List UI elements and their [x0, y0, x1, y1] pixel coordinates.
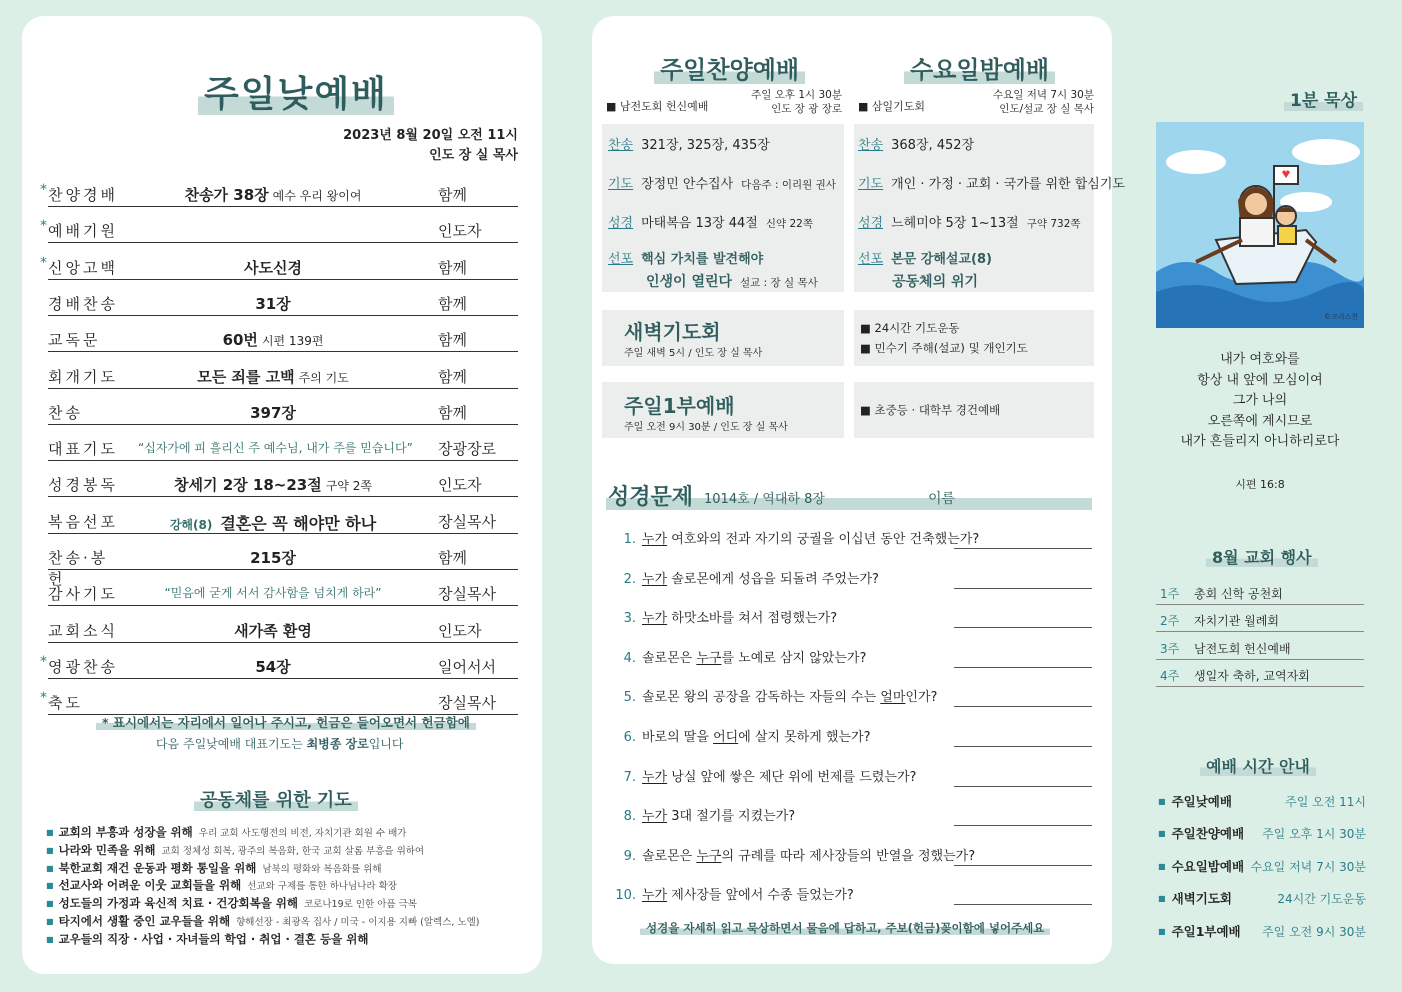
order-item-text: 60번	[222, 331, 258, 350]
row-extra: 신약 22쪽	[765, 218, 813, 230]
question-keyword: 어디	[713, 730, 739, 745]
order-item-leader: 함께	[438, 186, 467, 204]
row-label: 찬송	[608, 138, 634, 153]
row-extra: 다음주 : 이리원 권사	[741, 179, 836, 191]
order-item-leader: 인도자	[438, 222, 482, 241]
order-item-leader: 함께	[438, 331, 467, 350]
dawn-item: ■ 민수기 주해(설교) 및 개인기도	[860, 341, 1028, 355]
row-text: 321장, 325장, 435장	[641, 138, 770, 153]
question-keyword: 누가	[642, 769, 668, 785]
required-standing-mark: *	[40, 254, 47, 271]
prayer-sub: 선교와 구제를 통한 하나님나라 확장	[247, 881, 397, 893]
quiz-question	[614, 884, 854, 903]
page-title: 주일낮예배	[198, 66, 394, 117]
row-text: 느헤미야 5장 1~13절	[891, 216, 1019, 231]
prayer-sub: 코로나19로 인한 아픔 극복	[304, 899, 417, 911]
order-item-prefix: 강해(8)	[169, 517, 213, 532]
order-item-content	[138, 438, 413, 456]
praise-title: 주일찬양예배	[654, 50, 805, 85]
time-row	[1158, 922, 1366, 940]
answer-line[interactable]	[954, 786, 1092, 787]
question-pre: 솔로몬은	[642, 848, 697, 864]
order-item-leader: 장광장로	[438, 440, 496, 459]
order-item-content	[138, 402, 408, 423]
question-post: 여호와의 전과 자기의 궁궐을 이십년 동안 건축했는가?	[667, 532, 980, 547]
order-item-name: 성경봉독	[48, 476, 118, 495]
order-row	[40, 182, 518, 207]
question-post: 인가?	[905, 690, 938, 706]
question-pre: 솔로몬은	[642, 650, 697, 666]
verse-ref: 시편 16:8	[1235, 478, 1285, 491]
prayer-item	[46, 913, 480, 929]
time-row	[1158, 824, 1366, 842]
order-item-text: “믿음에 굳게 서서 감사함을 넘치게 하라”	[164, 586, 382, 601]
question-keyword: 누가	[642, 611, 668, 627]
dawn-title: 새벽기도회	[624, 320, 721, 344]
wed-group: ■ 삼일기도회	[858, 100, 926, 113]
required-standing-mark: *	[40, 653, 47, 670]
order-item-text: 결혼은 꼭 해야만 하나	[220, 513, 377, 533]
quiz-sub: 1014호 / 역대하 8장	[704, 492, 825, 507]
next-prayer-notice: 다음 주일낮예배 대표기도는 최병종 장로입니다	[156, 737, 404, 751]
prayer-main: 나라와 민족을 위해	[58, 842, 156, 857]
prayer-main: 타지에서 생활 중인 교우들을 위해	[58, 914, 231, 928]
event-row	[1156, 580, 1364, 605]
prayer-sub: 향해선장 - 최광옥 집사 / 미국 - 이지용 지빠 (알렉스, 노엘)	[236, 917, 480, 928]
first-items-box	[854, 382, 1094, 438]
order-item-name: 축도	[48, 694, 83, 713]
verse-line: 그가 나의	[1232, 393, 1288, 408]
question-post: 에 살지 못하게 했는가?	[738, 730, 871, 745]
meditation-illustration	[1156, 122, 1364, 328]
question-post: 를 노예로 삼지 않았는가?	[721, 650, 867, 666]
time-name: 주일찬양예배	[1171, 826, 1245, 842]
required-standing-mark: *	[40, 218, 47, 235]
order-row	[48, 472, 518, 497]
order-row	[48, 291, 518, 316]
verse-line: 항상 내 앞에 모심이여	[1197, 372, 1323, 388]
order-item-name: 신앙고백	[48, 258, 118, 277]
order-row	[40, 690, 518, 715]
order-item-text: “십자가에 피 흘리신 주 예수님, 내가 주를 믿습니다”	[138, 441, 413, 456]
prayer-item	[46, 842, 424, 858]
row-label: 성경	[608, 216, 634, 231]
first-sub: 주일 오전 9시 30분 / 인도 장 실 목사	[624, 422, 788, 433]
answer-line[interactable]	[954, 865, 1092, 866]
quiz-question	[614, 845, 975, 864]
prayer-sub: 우리 교회 사도행전의 비전, 자치기관 회원 수 배가	[198, 828, 407, 839]
question-post: 제사장들 앞에서 수종 들었는가?	[667, 888, 854, 904]
time-name: 수요일밤예배	[1171, 858, 1245, 874]
order-item-leader: 함께	[438, 258, 467, 277]
answer-line[interactable]	[954, 548, 1092, 549]
question-number: 9.	[623, 848, 636, 864]
order-item-content	[138, 511, 408, 534]
prayer-sub: 남북의 평화와 복음화를 위해	[262, 863, 382, 875]
order-item-name: 교회소식	[48, 621, 118, 640]
quiz-question	[614, 766, 916, 785]
order-item-leader: 함께	[438, 549, 467, 567]
time-name: 주일낮예배	[1171, 794, 1232, 809]
row-text: 마태복음 13장 44절	[641, 216, 758, 231]
row-text: 368장, 452장	[891, 138, 975, 153]
time-row	[1158, 792, 1366, 810]
question-number: 1.	[623, 532, 636, 547]
event-week: 4주	[1160, 669, 1180, 684]
question-post: 솔로몬에게 성읍을 되돌려 주었는가?	[667, 571, 879, 587]
service-leader: 인도 장 실 목사	[429, 148, 518, 163]
time-value: 24시간 기도운동	[1277, 892, 1366, 907]
question-number: 4.	[623, 650, 636, 666]
question-post: 낭실 앞에 쌓은 제단 위에 번제를 드렸는가?	[667, 769, 917, 785]
order-item-sub: 시편 139편	[261, 334, 324, 349]
order-item-leader: 함께	[438, 403, 467, 422]
order-item-name: 대표기도	[48, 440, 118, 459]
meditation-title: 1분 묵상	[1284, 86, 1363, 111]
question-keyword: 얼마	[880, 690, 906, 706]
quiz-question	[614, 686, 937, 705]
prayer-main: 교회의 부흥과 성장을 위해	[58, 825, 193, 839]
dawn-sub: 주일 새벽 5시 / 인도 장 실 목사	[624, 348, 763, 359]
first-title: 주일1부예배	[624, 394, 735, 418]
first-box	[602, 382, 844, 438]
order-item-content	[138, 656, 408, 677]
dawn-item: ■ 24시간 기도운동	[860, 321, 960, 335]
service-row-2	[892, 271, 978, 291]
order-item-name: 영광찬송	[48, 657, 118, 676]
order-item-sub: 주의 기도	[298, 370, 349, 385]
event-week: 3주	[1160, 641, 1180, 656]
question-keyword: 누가	[642, 532, 668, 547]
dawn-box	[602, 310, 844, 366]
order-item-text: 창세기 2장 18~23절	[174, 476, 322, 495]
event-text: 남전도회 헌신예배	[1194, 641, 1291, 656]
order-row	[40, 218, 518, 243]
row-text2: 공동체의 위기	[892, 274, 979, 290]
row-text: 본문 강해설교(8)	[891, 252, 992, 267]
quiz-title: 성경문제	[608, 485, 694, 510]
order-item-text: 새가족 환영	[234, 621, 312, 640]
praise-group: ■ 남전도회 헌신예배	[606, 100, 709, 113]
question-number: 3.	[623, 611, 636, 627]
service-row	[608, 173, 844, 192]
order-item-sub: 구약 2쪽	[325, 479, 372, 494]
order-item-content	[138, 366, 408, 387]
order-row	[40, 653, 518, 679]
order-row	[48, 509, 518, 534]
quiz-question	[614, 607, 837, 626]
prayer-main: 성도들의 가정과 육신적 치료 · 건강회복을 위해	[58, 896, 299, 911]
quiz-question	[614, 647, 866, 666]
row-label: 기도	[858, 177, 884, 192]
order-item-text: 모든 죄를 고백	[197, 367, 295, 386]
event-row	[1156, 662, 1364, 687]
order-item-leader: 함께	[438, 294, 467, 313]
order-of-worship-panel	[22, 16, 542, 974]
order-item-name: 회개기도	[48, 367, 118, 386]
order-item-name: 찬송	[48, 403, 83, 422]
dawn-items-box	[854, 310, 1094, 366]
event-week: 1주	[1160, 587, 1180, 601]
event-row	[1156, 635, 1364, 660]
prayer-item	[46, 824, 406, 840]
order-row	[48, 327, 518, 352]
wed-info: 수요일 저녁 7시 30분 인도/설교 장 실 목사	[992, 89, 1094, 115]
order-item-name: 찬송·봉헌	[48, 549, 109, 588]
order-row	[48, 581, 518, 606]
order-row	[48, 618, 518, 643]
event-text: 생일자 축하, 교역자회	[1194, 669, 1310, 684]
row-label: 선포	[608, 252, 634, 267]
quiz-question	[614, 805, 795, 824]
service-row	[608, 248, 844, 267]
order-row	[48, 436, 518, 461]
order-item-leader: 일어서서	[438, 657, 496, 676]
question-post: 3대 절기를 지켰는가?	[667, 809, 796, 825]
event-text: 총회 신학 공천회	[1194, 587, 1283, 601]
standing-notice: * 표시에서는 자리에서 일어나 주시고, 헌금은 들어오면서 헌금함에	[96, 713, 476, 731]
order-item-leader: 인도자	[438, 621, 482, 640]
answer-line[interactable]	[954, 904, 1092, 905]
order-row	[48, 400, 518, 425]
answer-line[interactable]	[954, 706, 1092, 707]
order-item-leader: 함께	[438, 367, 467, 386]
service-row	[858, 173, 1125, 192]
order-row	[48, 364, 518, 389]
answer-line[interactable]	[954, 588, 1092, 589]
meditation-verse	[1156, 350, 1364, 453]
order-item-content	[138, 547, 408, 568]
services-panel	[592, 16, 1125, 964]
order-item-content	[138, 293, 408, 314]
row-text: 개인 · 가정 · 교회 · 국가를 위한 합심기도	[891, 177, 1125, 192]
service-date: 2023년 8월 20일 오전 11시	[343, 128, 518, 143]
time-row	[1158, 857, 1366, 875]
first-item: ■ 초중등 · 대학부 경건예배	[860, 403, 1001, 417]
jesus-boat-image	[1156, 122, 1364, 328]
row-text2: 인생이 열린다	[646, 274, 733, 290]
question-keyword: 누가	[642, 571, 668, 587]
question-post: 하맛소바를 쳐서 점령했는가?	[667, 611, 838, 627]
prayer-main: 북한교회 재건 운동과 평화 통일을 위해	[58, 860, 257, 875]
row-text: 장정민 안수집사	[641, 177, 734, 192]
order-item-content	[138, 184, 408, 205]
prayer-sub: 교회 정체성 회복, 광주의 복음화, 한국 교회 살롬 부흥을 위하여	[161, 845, 425, 857]
quiz-question	[614, 528, 979, 547]
time-value: 주일 오후 1시 30분	[1262, 827, 1366, 842]
row-label: 성경	[858, 216, 884, 231]
row-label: 기도	[608, 177, 634, 192]
order-item-text: 215장	[250, 549, 296, 567]
question-number: 7.	[623, 769, 636, 785]
required-standing-mark: *	[40, 182, 47, 198]
question-keyword: 누구	[696, 848, 722, 864]
order-item-name: 찬양경배	[48, 186, 118, 204]
verse-line: 내가 흔들리지 아니하리로다	[1180, 434, 1340, 449]
order-item-leader: 인도자	[438, 476, 482, 495]
order-item-name: 복음선포	[48, 512, 118, 531]
event-week: 2주	[1160, 614, 1180, 629]
answer-line[interactable]	[954, 746, 1092, 747]
time-value: 주일 오전 11시	[1285, 795, 1366, 809]
order-item-text: 397장	[250, 403, 296, 422]
question-number: 10.	[615, 888, 636, 904]
question-keyword: 누가	[642, 888, 668, 904]
question-pre: 솔로몬 왕의 공장을 감독하는 자들의 수는	[642, 690, 881, 706]
question-pre: 바로의 딸을	[642, 730, 714, 745]
order-item-text: 54장	[255, 657, 291, 676]
order-row	[40, 254, 518, 280]
order-item-content	[138, 257, 408, 278]
quiz-question	[614, 726, 871, 745]
quiz-note: 성경을 자세히 읽고 묵상하면서 물음에 답하고, 주보(헌금)꽂이함에 넣어주세요	[640, 920, 1050, 936]
order-item-name: 교독문	[48, 331, 101, 350]
prayer-title: 공동체를 위한 기도	[194, 786, 358, 812]
question-number: 8.	[623, 809, 636, 825]
service-row	[858, 212, 1094, 231]
service-row	[608, 134, 844, 153]
time-name: 주일1부예배	[1171, 923, 1241, 939]
order-item-content	[138, 329, 408, 350]
prayer-item	[46, 931, 368, 947]
wed-title: 수요일밤예배	[904, 50, 1055, 85]
service-row	[608, 212, 844, 231]
order-item-leader: 장실목사	[438, 585, 496, 604]
answer-line[interactable]	[954, 627, 1092, 628]
question-number: 5.	[623, 690, 636, 706]
time-name: 새벽기도회	[1171, 891, 1232, 907]
order-item-text: 사도신경	[244, 258, 302, 277]
prayer-item	[46, 895, 417, 911]
quiz-name-label: 이름	[928, 491, 956, 507]
order-item-leader: 장실목사	[438, 512, 496, 531]
praise-info: 주일 오후 1시 30분 인도 장 광 장로	[751, 89, 842, 115]
row-extra: 설교 : 장 실 목사	[740, 277, 818, 289]
service-row	[858, 134, 1094, 153]
answer-line[interactable]	[954, 667, 1092, 668]
row-extra: 구약 732쪽	[1026, 218, 1081, 230]
quiz-header	[606, 480, 1092, 510]
order-item-name: 감사기도	[48, 585, 118, 604]
order-item-content	[138, 583, 408, 601]
question-number: 6.	[623, 730, 636, 745]
time-value: 수요일 저녁 7시 30분	[1250, 859, 1366, 874]
question-number: 2.	[623, 571, 636, 587]
question-post: 의 규례를 따라 제사장들의 반열을 정했는가?	[721, 848, 976, 864]
order-item-leader: 장실목사	[438, 694, 496, 713]
required-standing-mark: *	[40, 690, 47, 707]
event-row	[1156, 607, 1364, 632]
order-item-content	[138, 620, 408, 641]
prayer-main: 교우들의 직장 · 사업 · 자녀들의 학업 · 취업 · 결혼 등을 위해	[58, 931, 369, 946]
order-row	[48, 545, 518, 588]
row-label: 선포	[858, 252, 884, 267]
service-row-2	[646, 271, 818, 291]
order-item-text: 31장	[255, 294, 291, 313]
time-value: 주일 오전 9시 30분	[1262, 924, 1366, 939]
order-item-text: 찬송가 38장	[184, 186, 269, 204]
times-title: 예배 시간 안내	[1200, 754, 1316, 777]
events-title: 8월 교회 행사	[1206, 545, 1318, 568]
question-keyword: 누구	[696, 650, 722, 666]
time-row	[1158, 889, 1366, 907]
event-text: 자치기관 월례회	[1194, 614, 1279, 629]
prayer-item	[46, 860, 382, 876]
row-text: 핵심 가치를 발견해야	[641, 252, 764, 267]
image-credit: ©크리스천	[1323, 313, 1358, 321]
order-item-content	[138, 474, 408, 495]
order-item-name: 예배기원	[48, 222, 118, 241]
prayer-main: 선교사와 어려운 이웃 교회들을 위해	[58, 878, 242, 893]
prayer-item	[46, 877, 397, 893]
quiz-question	[614, 568, 879, 587]
row-label: 찬송	[858, 138, 884, 153]
answer-line[interactable]	[954, 825, 1092, 826]
service-row	[858, 248, 1094, 267]
order-item-name: 경배찬송	[48, 294, 118, 313]
order-item-sub: 예수 우리 왕이여	[272, 189, 362, 203]
verse-line: 오른쪽에 계시므로	[1207, 413, 1313, 429]
verse-line: 내가 여호와를	[1220, 352, 1300, 367]
question-keyword: 누가	[642, 809, 668, 825]
